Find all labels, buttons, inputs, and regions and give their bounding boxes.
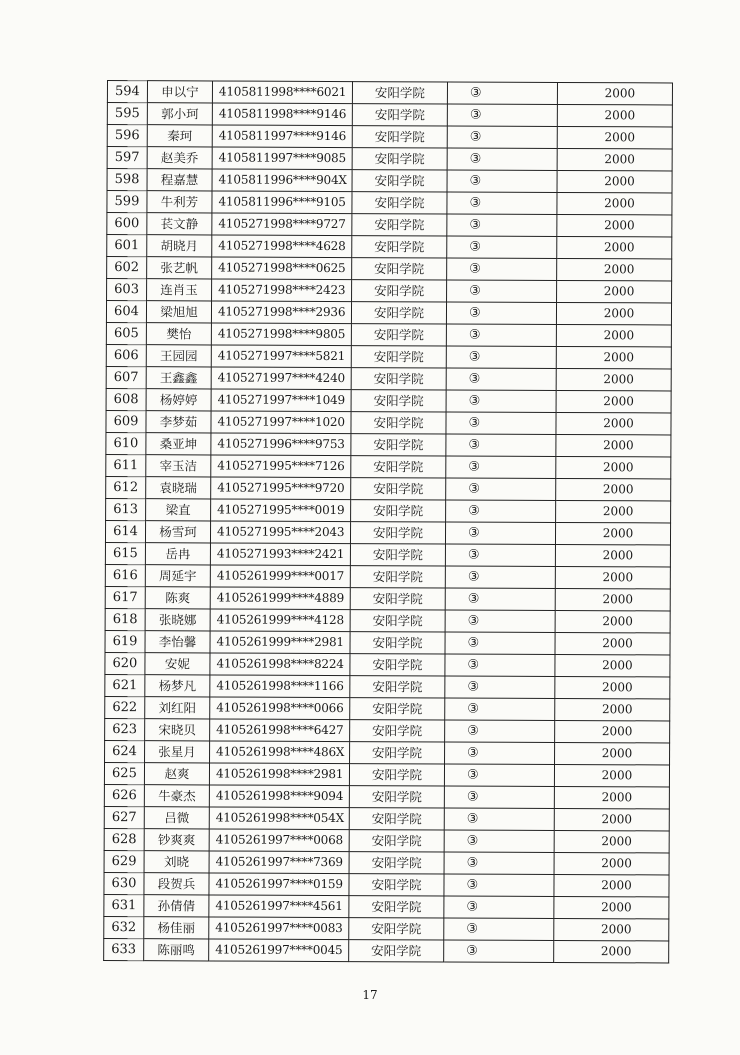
table-row: [106, 432, 671, 456]
grant-level-cell: ③: [446, 478, 556, 500]
student-name-cell: 陈丽鸣: [144, 939, 209, 961]
grant-level-cell: ③: [447, 280, 557, 302]
id-number-cell: 4105261999****4889: [210, 587, 350, 610]
id-number-cell: 4105271995****9720: [211, 477, 351, 500]
student-name-cell: 苌文静: [147, 213, 212, 235]
row-number-cell: 594: [107, 81, 147, 103]
id-number-cell: 4105261999****0017: [210, 565, 350, 588]
student-name-cell: 梁旭旭: [146, 301, 211, 323]
school-name-cell: 安阳学院: [351, 302, 446, 324]
grant-level-cell: ③: [444, 852, 554, 874]
school-name-cell: 安阳学院: [351, 346, 446, 368]
grant-level-cell: ③: [444, 830, 554, 852]
school-name-cell: 安阳学院: [350, 676, 445, 698]
id-number-cell: 4105261997****4561: [209, 895, 349, 918]
grant-amount-cell: 2000: [554, 764, 669, 787]
student-name-cell: 赵爽: [144, 763, 209, 785]
table-row: [104, 784, 669, 808]
id-number-cell: 4105271995****0019: [211, 499, 351, 522]
student-name-cell: 李怡馨: [145, 631, 210, 653]
table-row: [106, 388, 671, 412]
table-row: [104, 850, 669, 874]
id-number-cell: 4105261998****1166: [210, 675, 350, 698]
student-name-cell: 秦珂: [147, 125, 212, 147]
id-number-cell: 4105261998****0066: [210, 697, 350, 720]
grant-amount-cell: 2000: [557, 82, 672, 105]
grant-level-cell: ③: [446, 368, 556, 390]
id-number-cell: 4105261997****7369: [209, 851, 349, 874]
student-name-cell: 杨婷婷: [146, 389, 211, 411]
student-name-cell: 刘晓: [144, 851, 209, 873]
table-row: [105, 542, 670, 566]
id-number-cell: 4105271995****7126: [211, 455, 351, 478]
grant-level-cell: ③: [446, 302, 556, 324]
row-number-cell: 608: [106, 388, 146, 410]
row-number-cell: 597: [107, 147, 147, 169]
grant-amount-cell: 2000: [555, 566, 670, 589]
table-row: [104, 828, 669, 852]
row-number-cell: 605: [106, 322, 146, 344]
school-name-cell: 安阳学院: [352, 170, 447, 192]
school-name-cell: 安阳学院: [351, 368, 446, 390]
id-number-cell: 4105261998****6427: [210, 719, 350, 742]
grant-level-cell: ③: [445, 522, 555, 544]
table-row: [107, 103, 672, 127]
student-name-cell: 李梦茹: [146, 411, 211, 433]
grant-amount-cell: 2000: [555, 720, 670, 743]
grant-amount-cell: 2000: [555, 654, 670, 677]
grant-amount-cell: 2000: [554, 918, 669, 941]
id-number-cell: 4105271998****4628: [212, 235, 352, 258]
id-number-cell: 4105811998****9146: [212, 103, 352, 126]
id-number-cell: 4105811998****6021: [212, 81, 352, 104]
row-number-cell: 598: [107, 169, 147, 191]
row-number-cell: 632: [104, 916, 144, 938]
table-row: [107, 191, 672, 215]
table-row: [107, 257, 672, 281]
id-number-cell: 4105271998****9805: [211, 323, 351, 346]
table-row: [107, 279, 672, 303]
grant-level-cell: ③: [444, 808, 554, 830]
student-name-cell: 桑亚坤: [146, 433, 211, 455]
school-name-cell: 安阳学院: [349, 852, 444, 874]
school-name-cell: 安阳学院: [351, 456, 446, 478]
school-name-cell: 安阳学院: [352, 214, 447, 236]
table-row: [105, 740, 670, 764]
row-number-cell: 615: [105, 542, 145, 564]
grant-level-cell: ③: [444, 940, 554, 962]
row-number-cell: 611: [106, 454, 146, 476]
grant-level-cell: ③: [446, 324, 556, 346]
school-name-cell: 安阳学院: [351, 324, 446, 346]
grant-level-cell: ③: [447, 82, 557, 104]
table-row: [106, 344, 671, 368]
grant-level-cell: ③: [444, 786, 554, 808]
grant-amount-cell: 2000: [556, 390, 671, 413]
grant-amount-cell: 2000: [555, 610, 670, 633]
grant-level-cell: ③: [447, 170, 557, 192]
table-row: [106, 301, 671, 325]
row-number-cell: 621: [105, 674, 145, 696]
grant-level-cell: ③: [445, 632, 555, 654]
student-name-cell: 宰玉洁: [146, 455, 211, 477]
grant-amount-cell: 2000: [555, 742, 670, 765]
student-name-cell: 周延宇: [145, 565, 210, 587]
grant-level-cell: ③: [446, 412, 556, 434]
grant-amount-cell: 2000: [556, 500, 671, 523]
table-row: [107, 169, 672, 193]
table-row: [106, 498, 671, 522]
student-name-cell: 杨佳丽: [144, 917, 209, 939]
student-name-cell: 安妮: [145, 653, 210, 675]
row-number-cell: 596: [107, 125, 147, 147]
id-number-cell: 4105261998****054X: [209, 807, 349, 830]
grant-level-cell: ③: [445, 610, 555, 632]
grant-level-cell: ③: [444, 896, 554, 918]
page-number: 17: [362, 988, 378, 1002]
student-name-cell: 袁晓瑞: [146, 477, 211, 499]
grant-level-cell: ③: [444, 874, 554, 896]
school-name-cell: 安阳学院: [350, 544, 445, 566]
row-number-cell: 601: [107, 235, 147, 257]
id-number-cell: 4105271998****0625: [212, 257, 352, 280]
grant-amount-cell: 2000: [555, 632, 670, 655]
student-name-cell: 樊怡: [146, 323, 211, 345]
grant-level-cell: ③: [445, 742, 555, 764]
table-row: [107, 235, 672, 259]
grant-level-cell: ③: [445, 676, 555, 698]
school-name-cell: 安阳学院: [352, 192, 447, 214]
grant-level-cell: ③: [447, 104, 557, 126]
table-row: [105, 696, 670, 720]
grant-amount-cell: 2000: [555, 544, 670, 567]
student-name-cell: 王园园: [146, 345, 211, 367]
school-name-cell: 安阳学院: [349, 808, 444, 830]
school-name-cell: 安阳学院: [352, 148, 447, 170]
id-number-cell: 4105261997****0083: [209, 917, 349, 940]
row-number-cell: 626: [104, 784, 144, 806]
student-name-cell: 陈爽: [145, 587, 210, 609]
table-row: [107, 147, 672, 171]
table-row: [104, 762, 669, 786]
student-name-cell: 梁直: [146, 499, 211, 521]
school-name-cell: 安阳学院: [349, 896, 444, 918]
row-number-cell: 622: [105, 696, 145, 718]
grant-level-cell: ③: [447, 192, 557, 214]
id-number-cell: 4105261998****486X: [210, 741, 350, 764]
grant-amount-cell: 2000: [554, 852, 669, 875]
table-row: [105, 630, 670, 654]
row-number-cell: 595: [107, 103, 147, 125]
grant-level-cell: ③: [447, 258, 557, 280]
id-number-cell: 4105261999****4128: [210, 609, 350, 632]
row-number-cell: 612: [106, 476, 146, 498]
grant-amount-cell: 2000: [555, 698, 670, 721]
grant-amount-cell: 2000: [556, 368, 671, 391]
id-number-cell: 4105261997****0045: [209, 939, 349, 962]
id-number-cell: 4105271995****2043: [210, 521, 350, 544]
school-name-cell: 安阳学院: [351, 434, 446, 456]
table-row: [106, 476, 671, 500]
row-number-cell: 619: [105, 630, 145, 652]
scanned-table-area: [107, 80, 636, 961]
table-row: [105, 608, 670, 632]
school-name-cell: 安阳学院: [351, 412, 446, 434]
student-name-cell: 赵美乔: [147, 147, 212, 169]
student-name-cell: 牛豪杰: [144, 785, 209, 807]
grant-amount-cell: 2000: [556, 324, 671, 347]
student-name-cell: 张艺帆: [147, 257, 212, 279]
grant-amount-cell: 2000: [557, 170, 672, 193]
table-row: [104, 916, 669, 940]
school-name-cell: 安阳学院: [352, 258, 447, 280]
grant-amount-cell: 2000: [557, 148, 672, 171]
student-name-cell: 岳冉: [145, 543, 210, 565]
row-number-cell: 620: [105, 652, 145, 674]
row-number-cell: 606: [106, 344, 146, 366]
row-number-cell: 630: [104, 872, 144, 894]
table-row: [106, 410, 671, 434]
id-number-cell: 4105811996****9105: [212, 191, 352, 214]
table-row: [107, 213, 672, 237]
grant-amount-cell: 2000: [555, 522, 670, 545]
row-number-cell: 617: [105, 586, 145, 608]
grant-amount-cell: 2000: [554, 830, 669, 853]
grant-amount-cell: 2000: [557, 214, 672, 237]
id-number-cell: 4105271997****4240: [211, 367, 351, 390]
grant-amount-cell: 2000: [557, 126, 672, 149]
row-number-cell: 631: [104, 894, 144, 916]
id-number-cell: 4105811997****9085: [212, 147, 352, 170]
grant-level-cell: ③: [446, 346, 556, 368]
grant-level-cell: ③: [445, 698, 555, 720]
grant-level-cell: ③: [446, 390, 556, 412]
school-name-cell: 安阳学院: [350, 610, 445, 632]
school-name-cell: 安阳学院: [352, 126, 447, 148]
school-name-cell: 安阳学院: [350, 720, 445, 742]
grant-amount-cell: 2000: [557, 236, 672, 259]
id-number-cell: 4105261998****2981: [209, 763, 349, 786]
id-number-cell: 4105271998****2423: [212, 279, 352, 302]
student-name-cell: 杨梦凡: [145, 675, 210, 697]
student-name-cell: 段贺兵: [144, 873, 209, 895]
school-name-cell: 安阳学院: [352, 104, 447, 126]
student-name-cell: 郭小珂: [147, 103, 212, 125]
row-number-cell: 627: [104, 806, 144, 828]
row-number-cell: 603: [107, 279, 147, 301]
school-name-cell: 安阳学院: [350, 632, 445, 654]
grant-amount-cell: 2000: [554, 786, 669, 809]
grant-level-cell: ③: [447, 236, 557, 258]
grant-level-cell: ③: [445, 720, 555, 742]
school-name-cell: 安阳学院: [350, 566, 445, 588]
grant-amount-cell: 2000: [557, 258, 672, 281]
school-name-cell: 安阳学院: [350, 698, 445, 720]
row-number-cell: 624: [105, 740, 145, 762]
row-number-cell: 613: [106, 498, 146, 520]
id-number-cell: 4105271997****1049: [211, 389, 351, 412]
school-name-cell: 安阳学院: [351, 390, 446, 412]
id-number-cell: 4105811996****904X: [212, 169, 352, 192]
grant-amount-cell: 2000: [554, 940, 669, 963]
grant-level-cell: ③: [447, 214, 557, 236]
row-number-cell: 600: [107, 213, 147, 235]
school-name-cell: 安阳学院: [352, 280, 447, 302]
student-name-cell: 连肖玉: [147, 279, 212, 301]
row-number-cell: 618: [105, 608, 145, 630]
row-number-cell: 599: [107, 191, 147, 213]
grant-level-cell: ③: [446, 500, 556, 522]
table-row: [105, 652, 670, 676]
school-name-cell: 安阳学院: [350, 742, 445, 764]
row-number-cell: 633: [104, 938, 144, 960]
grant-level-cell: ③: [446, 434, 556, 456]
grant-level-cell: ③: [445, 654, 555, 676]
table-row: [107, 125, 672, 149]
school-name-cell: 安阳学院: [349, 786, 444, 808]
grant-amount-cell: 2000: [556, 456, 671, 479]
grant-amount-cell: 2000: [555, 676, 670, 699]
table-row: [104, 894, 669, 918]
id-number-cell: 4105261998****9094: [209, 785, 349, 808]
student-name-cell: 牛利芳: [147, 191, 212, 213]
student-name-cell: 申以宁: [147, 81, 212, 103]
id-number-cell: 4105261997****0159: [209, 873, 349, 896]
grant-amount-cell: 2000: [556, 434, 671, 457]
school-name-cell: 安阳学院: [351, 478, 446, 500]
grant-amount-cell: 2000: [557, 192, 672, 215]
table-row: [105, 520, 670, 544]
student-name-cell: 张晓娜: [145, 609, 210, 631]
table-row: [105, 674, 670, 698]
id-number-cell: 4105271996****9753: [211, 433, 351, 456]
row-number-cell: 602: [107, 257, 147, 279]
student-name-cell: 刘红阳: [145, 697, 210, 719]
table-row: [104, 872, 669, 896]
table-body: [104, 81, 673, 963]
table-row: [106, 454, 671, 478]
row-number-cell: 604: [106, 301, 146, 323]
id-number-cell: 4105271997****5821: [211, 345, 351, 368]
table-row: [105, 718, 670, 742]
school-name-cell: 安阳学院: [349, 940, 444, 962]
row-number-cell: 625: [104, 762, 144, 784]
student-name-cell: 吕微: [144, 807, 209, 829]
school-name-cell: 安阳学院: [352, 82, 447, 104]
id-number-cell: 4105261997****0068: [209, 829, 349, 852]
id-number-cell: 4105271997****1020: [211, 411, 351, 434]
grant-level-cell: ③: [445, 588, 555, 610]
school-name-cell: 安阳学院: [351, 500, 446, 522]
id-number-cell: 4105271998****9727: [212, 213, 352, 236]
id-number-cell: 4105271998****2936: [211, 301, 351, 324]
grant-amount-cell: 2000: [556, 346, 671, 369]
school-name-cell: 安阳学院: [352, 236, 447, 258]
grant-level-cell: ③: [445, 566, 555, 588]
school-name-cell: 安阳学院: [350, 588, 445, 610]
table-row: [104, 806, 669, 830]
grant-amount-cell: 2000: [554, 874, 669, 897]
school-name-cell: 安阳学院: [350, 522, 445, 544]
id-number-cell: 4105271993****2421: [210, 543, 350, 566]
school-name-cell: 安阳学院: [349, 918, 444, 940]
grant-amount-cell: 2000: [554, 808, 669, 831]
grant-amount-cell: 2000: [557, 280, 672, 303]
grant-level-cell: ③: [447, 148, 557, 170]
school-name-cell: 安阳学院: [350, 654, 445, 676]
row-number-cell: 614: [105, 520, 145, 542]
grant-amount-cell: 2000: [554, 896, 669, 919]
row-number-cell: 623: [105, 718, 145, 740]
student-name-cell: 张星月: [145, 741, 210, 763]
row-number-cell: 629: [104, 850, 144, 872]
school-name-cell: 安阳学院: [349, 764, 444, 786]
id-number-cell: 4105811997****9146: [212, 125, 352, 148]
row-number-cell: 607: [106, 366, 146, 388]
student-name-cell: 程嘉慧: [147, 169, 212, 191]
grant-level-cell: ③: [446, 456, 556, 478]
school-name-cell: 安阳学院: [349, 874, 444, 896]
row-number-cell: 628: [104, 828, 144, 850]
row-number-cell: 610: [106, 432, 146, 454]
student-name-cell: 杨雪珂: [145, 521, 210, 543]
id-number-cell: 4105261998****8224: [210, 653, 350, 676]
table-row: [106, 322, 671, 346]
student-name-cell: 宋晓贝: [145, 719, 210, 741]
student-name-cell: 钞爽爽: [144, 829, 209, 851]
table-row: [105, 586, 670, 610]
table-row: [104, 938, 669, 962]
grant-amount-cell: 2000: [555, 588, 670, 611]
table-row: [105, 564, 670, 588]
school-name-cell: 安阳学院: [349, 830, 444, 852]
grant-amount-cell: 2000: [556, 478, 671, 501]
id-number-cell: 4105261999****2981: [210, 631, 350, 654]
grant-level-cell: ③: [447, 126, 557, 148]
student-name-cell: 王鑫鑫: [146, 367, 211, 389]
grant-level-cell: ③: [445, 544, 555, 566]
grant-amount-cell: 2000: [557, 104, 672, 127]
grant-level-cell: ③: [444, 764, 554, 786]
table-row: [107, 81, 672, 105]
student-name-cell: 胡晓月: [147, 235, 212, 257]
row-number-cell: 609: [106, 410, 146, 432]
award-list-table: [103, 80, 673, 963]
row-number-cell: 616: [105, 564, 145, 586]
grant-amount-cell: 2000: [556, 412, 671, 435]
table-row: [106, 366, 671, 390]
grant-amount-cell: 2000: [556, 302, 671, 325]
student-name-cell: 孙倩倩: [144, 895, 209, 917]
grant-level-cell: ③: [444, 918, 554, 940]
